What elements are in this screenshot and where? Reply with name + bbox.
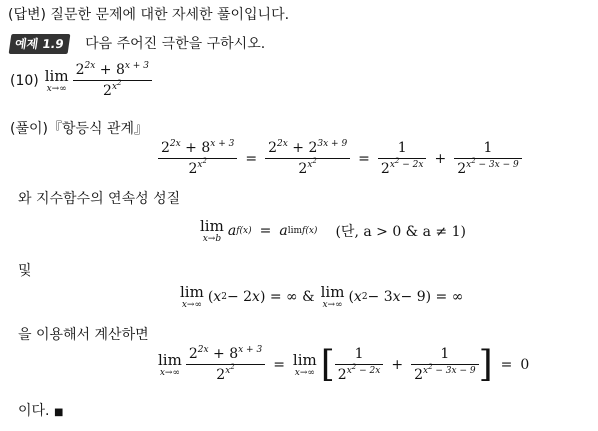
problem-fraction: $\frac{2^{2x} + 8^{x + 3}}{2^{x^2}}$ bbox=[73, 62, 152, 99]
limit-operator: lim x→∞ bbox=[180, 283, 204, 310]
limit-operator: lim x→∞ bbox=[44, 66, 69, 94]
conclusion-text: 이다. bbox=[18, 403, 50, 419]
solution-label: (풀이) bbox=[10, 121, 48, 137]
using-text: 을 이용해서 계산하면 bbox=[18, 327, 149, 343]
answer-intro: (답변) 질문한 문제에 대한 자세한 풀이입니다. bbox=[8, 7, 290, 23]
identity-equation: $\frac{2^{2x} + 8^{x + 3}}{2^{x^2}}$ = $\frac{2^{2x} + 2^{3x + 9}}{2^{x^2}}$ = $\frac{1}{2^{x^2 - 2x}}$ + $\frac{1}{2^{x^2 - 3x - 9}}$ bbox=[158, 140, 522, 177]
limit-operator: lim x→b bbox=[200, 217, 224, 244]
conclusion bbox=[18, 402, 63, 422]
condition-text: (단, a > 0 & a ≠ 1) bbox=[335, 224, 466, 240]
example-badge: 예제 1.9 bbox=[9, 34, 70, 54]
example-text: 다음 주어진 극한을 구하시오. bbox=[85, 36, 266, 52]
continuity-text: 와 지수함수의 연속성 성질 bbox=[18, 191, 181, 207]
problem-label: (10) bbox=[10, 72, 39, 89]
identity-title: 『항등식 관계』 bbox=[47, 121, 149, 137]
limit-operator: lim x→∞ bbox=[292, 350, 317, 378]
and-text: 및 bbox=[18, 263, 32, 279]
problem-expression bbox=[10, 62, 152, 99]
example-line bbox=[10, 34, 265, 54]
end-mark-icon: ■ bbox=[53, 407, 64, 418]
final-equation: lim x→∞ $\frac{2^{2x} + 8^{x + 3}}{2^{x^2}}$ = lim x→∞ [ $\frac{1}{2^{x^2 - 2x}}$ + $\frac{1}{2^{x^2 - 3x - 9}}$ ] = 0 bbox=[158, 343, 530, 385]
limit-operator: lim x→∞ bbox=[320, 283, 345, 310]
limits-equation: lim x→∞ ( x 2 − 2 x ) = ∞ & lim x→∞ ( x 2 − 3 x − 9) = ∞ bbox=[180, 283, 464, 310]
solution-heading bbox=[10, 120, 148, 138]
continuity-equation: lim x→b a f(x) = a limf(x) (단, a > 0 & a ≠ 1) bbox=[200, 217, 466, 244]
final-result: 0 bbox=[520, 356, 530, 373]
limit-operator: lim x→∞ bbox=[158, 350, 182, 378]
